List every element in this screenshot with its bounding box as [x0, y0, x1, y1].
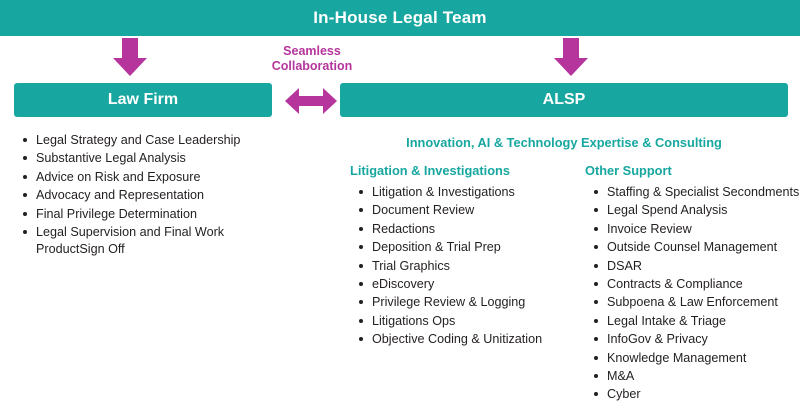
arrow-head-right [323, 88, 337, 114]
alsp-box [340, 83, 788, 117]
arrow-bar [297, 96, 325, 106]
alsp-other-support-list-item: Contracts & Compliance [607, 276, 800, 293]
alsp-column-litigation [350, 163, 572, 350]
alsp-litigation-list-item: Litigation & Investigations [372, 184, 572, 201]
law-firm-list-item: Legal Strategy and Case Leadership [36, 132, 264, 149]
alsp-other-support-list-item: InfoGov & Privacy [607, 331, 800, 348]
alsp-column-other-support-title: Other Support [585, 163, 672, 178]
law-firm-list-item: Advocacy and Representation [36, 187, 264, 204]
alsp-litigation-list-item: Objective Coding & Unitization [372, 331, 572, 348]
alsp-litigation-list [350, 184, 572, 349]
alsp-label: ALSP [542, 91, 586, 108]
law-firm-list-item: Advice on Risk and Exposure [36, 169, 264, 186]
alsp-litigation-list-item: Trial Graphics [372, 258, 572, 275]
law-firm-box [14, 83, 272, 117]
banner-title: In-House Legal Team [313, 8, 487, 27]
law-firm-responsibilities [14, 132, 264, 260]
arrow-stem [563, 38, 579, 60]
law-firm-list-item: Substantive Legal Analysis [36, 150, 264, 167]
alsp-headline: Innovation, AI & Technology Expertise & Consulting [406, 135, 722, 150]
alsp-other-support-list-item: Subpoena & Law Enforcement [607, 294, 800, 311]
alsp-other-support-list-item: Legal Spend Analysis [607, 202, 800, 219]
in-house-legal-team-banner [0, 0, 800, 36]
alsp-litigation-list-item: Privilege Review & Logging [372, 294, 572, 311]
alsp-other-support-list-item: Knowledge Management [607, 350, 800, 367]
seamless-collaboration-line1: Seamless [283, 44, 341, 58]
arrow-head [554, 58, 588, 76]
alsp-other-support-list [585, 184, 800, 404]
arrow-down-to-alsp-icon [554, 38, 588, 76]
alsp-column-litigation-title: Litigation & Investigations [350, 163, 510, 178]
alsp-litigation-list-item: Deposition & Trial Prep [372, 239, 572, 256]
arrow-head [113, 58, 147, 76]
double-headed-arrow-icon [285, 88, 337, 114]
seamless-collaboration-label [257, 44, 367, 74]
law-firm-list-item: Final Privilege Determination [36, 206, 264, 223]
seamless-collaboration-line2: Collaboration [271, 59, 353, 73]
alsp-other-support-list-item: Legal Intake & Triage [607, 313, 800, 330]
law-firm-label: Law Firm [107, 91, 179, 108]
alsp-other-support-list-item: Staffing & Specialist Secondments [607, 184, 800, 201]
alsp-litigation-list-item: Redactions [372, 221, 572, 238]
law-firm-list-item: Legal Supervision and Final Work ProductSign Off [36, 224, 264, 259]
alsp-other-support-list-item: Cyber [607, 386, 800, 403]
arrow-stem [122, 38, 138, 60]
alsp-other-support-list-item: DSAR [607, 258, 800, 275]
alsp-other-support-list-item: Invoice Review [607, 221, 800, 238]
alsp-litigation-list-item: Document Review [372, 202, 572, 219]
alsp-other-support-list-item: M&A [607, 368, 800, 385]
alsp-litigation-list-item: eDiscovery [372, 276, 572, 293]
arrow-down-to-law-firm-icon [113, 38, 147, 76]
alsp-other-support-list-item: Outside Counsel Management [607, 239, 800, 256]
alsp-column-other-support [585, 163, 800, 405]
alsp-litigation-list-item: Litigations Ops [372, 313, 572, 330]
law-firm-list [14, 132, 264, 259]
